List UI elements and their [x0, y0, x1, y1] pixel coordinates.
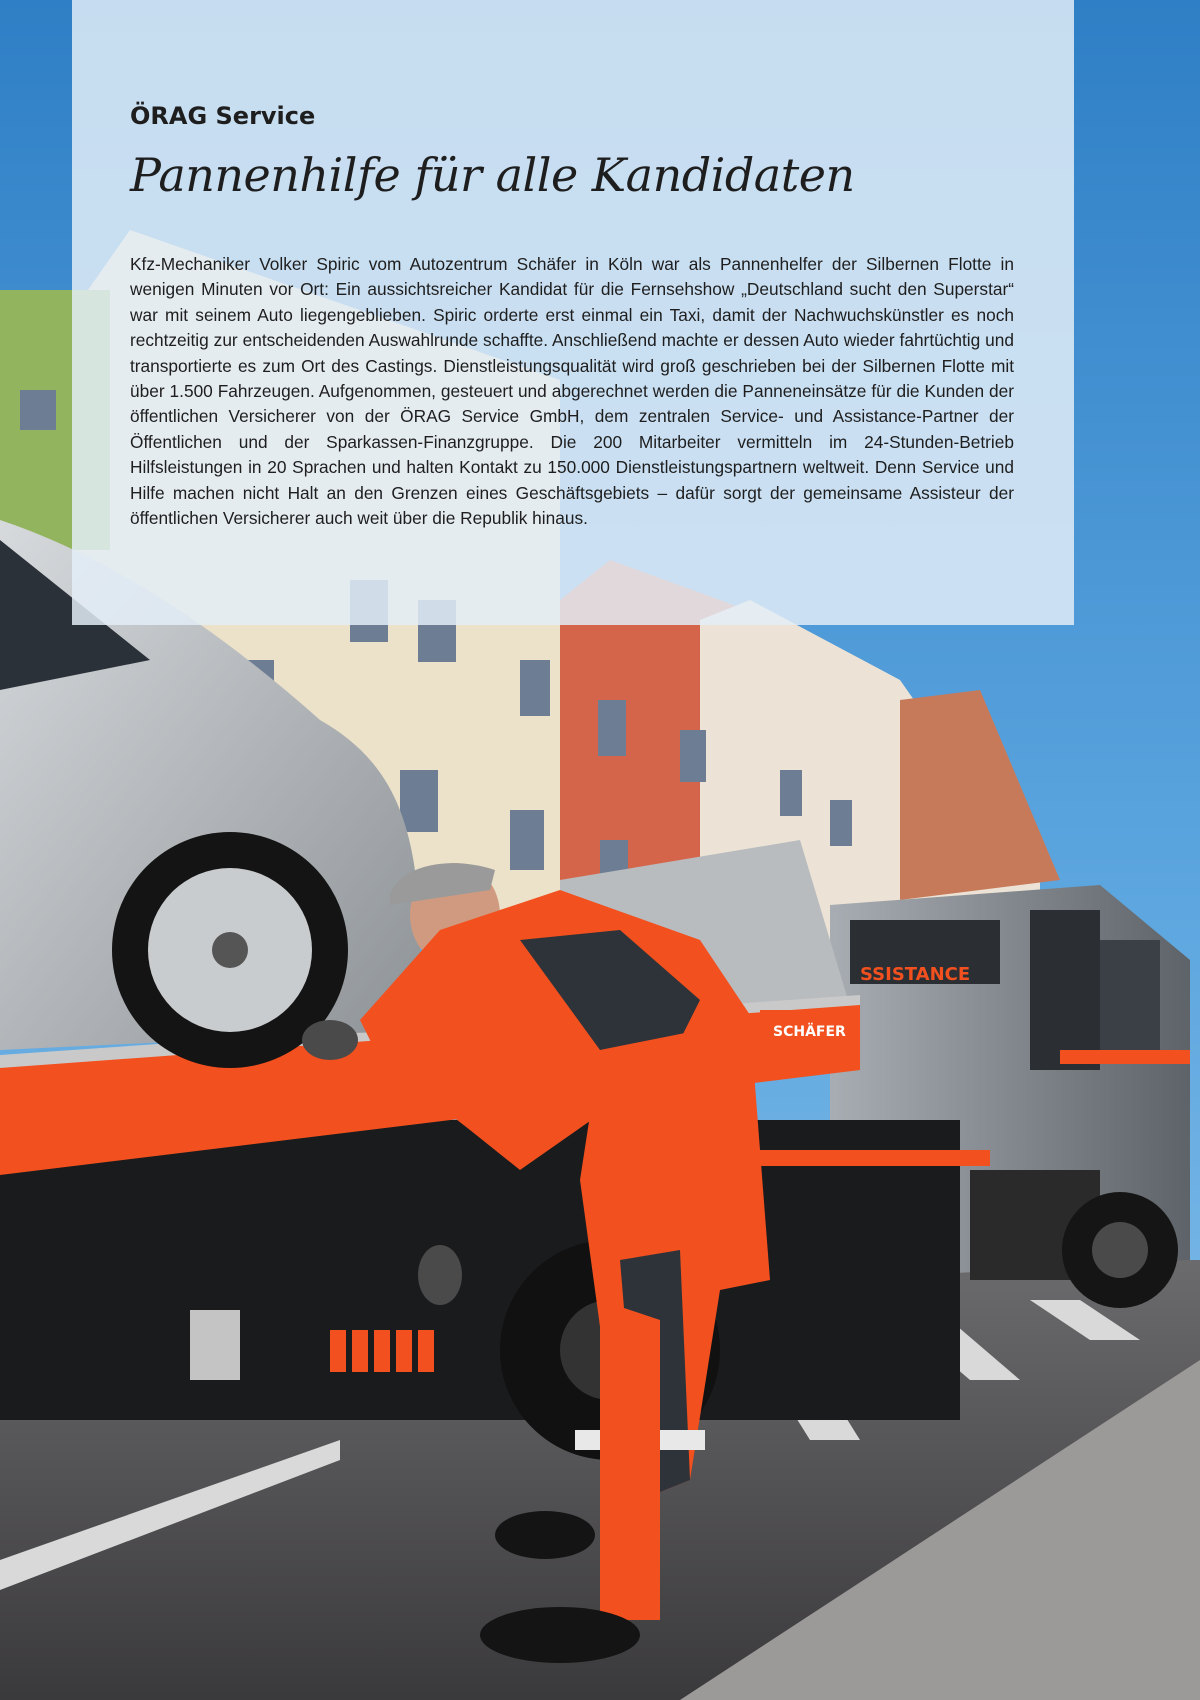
article-body: Kfz-Mechaniker Volker Spiric vom Autozentrum Schäfer in Köln war als Pannenhelfer der Silbernen Flotte in wenigen Minuten vor Ort: Ein aussichtsreicher Kandidat für die Fernsehshow „Deutschland sucht den Superstar“ war mit seinem Auto liegengeblieben. Spiric orderte erst einmal ein Taxi, damit der Nachwuchskünstler es noch rechtzeitig zur entscheidenden Auswahlrunde schaffte. Anschließend machte er dessen Auto wieder fahrtüchtig und transportierte es zum Ort des Castings. Dienstleistungsqualität wird groß geschrieben bei der Silbernen Flotte mit über 1.500 Fahrzeugen. Aufgenommen, gesteuert und abgerechnet werden die Panneneinsätze für die Kunden der öffentlichen Versicherer von der ÖRAG Service GmbH, dem zentralen Service- und Assistance-Partner der Öffentlichen und der Sparkassen-Finanzgruppe. Die 200 Mitarbeiter vermitteln im 24-Stunden-Betrieb Hilfsleistungen in 20 Sprachen und halten Kontakt zu 150.000 Dienstleistungspartnern weltweit. Denn Service und Hilfe machen nicht Halt an den Grenzen eines Geschäftsgebiets – dafür sorgt der gemeinsame Assisteur der öffentlichen Versicherer auch weit über die Republik hinaus. — [130, 254, 1014, 529]
article-headline: Pannenhilfe für alle Kandidaten — [130, 148, 855, 202]
article-panel — [72, 0, 1074, 625]
truck-cab-lettering: SSISTANCE — [860, 964, 971, 985]
platform-lettering: SCHÄFER — [773, 1024, 846, 1040]
section-kicker: ÖRAG Service — [130, 102, 316, 130]
